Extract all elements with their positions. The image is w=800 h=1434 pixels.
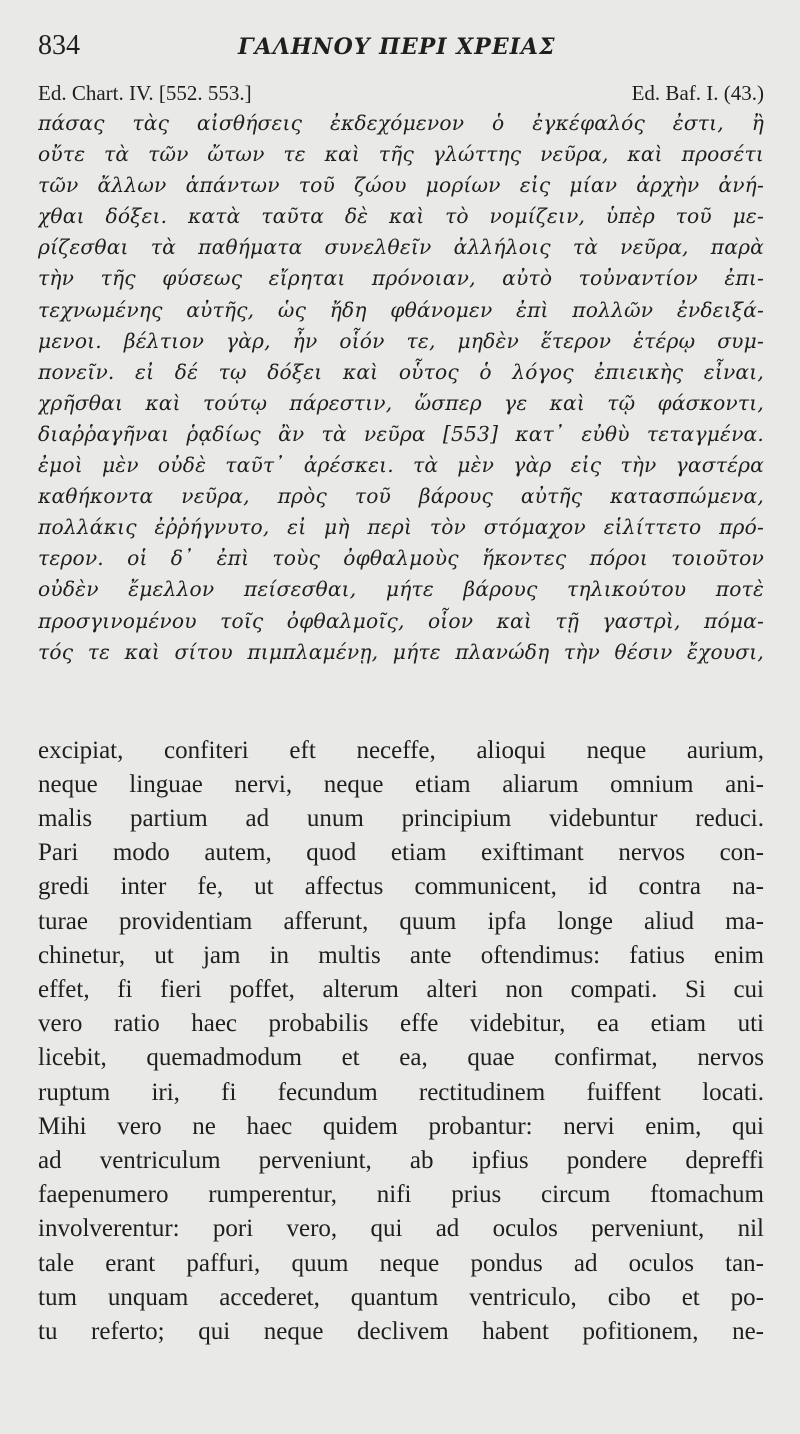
- latin-line: Mihi vero ne haec quidem probantur: nervi enim, qui: [38, 1112, 764, 1140]
- latin-line: malis partium ad unum principium videbuntur reduci.: [38, 805, 764, 833]
- greek-line: τός τε καὶ σίτου πιμπλαμένῃ, μήτε πλανώδη τὴν θέσιν ἔχουσι,: [38, 639, 764, 664]
- latin-line: tu referto; qui neque declivem habent pofitionem, ne-: [38, 1317, 764, 1345]
- page-header: [38, 30, 764, 70]
- latin-line: neque linguae nervi, neque etiam aliarum omnium ani-: [38, 770, 764, 798]
- greek-line: χθαι δόξει. κατὰ ταῦτα δὲ καὶ τὸ νομίζειν, ὑπὲρ τοῦ με-: [38, 204, 764, 229]
- latin-line: vero ratio haec probabilis effe videbitur, ea etiam uti: [38, 1010, 764, 1038]
- latin-line: turae providentiam afferunt, quum ipfa longe aliud ma-: [38, 907, 764, 935]
- edition-reference-line: [38, 78, 764, 108]
- greek-line: τὴν τῆς φύσεως εἴρηται πρόνοιαν, αὐτὸ τοὐναντίον ἐπι-: [38, 266, 764, 291]
- greek-line: τερον. οἱ δ᾽ ἐπὶ τοὺς ὀφθαλμοὺς ἥκοντες πόροι τοιοῦτον: [38, 546, 764, 571]
- latin-line: tale erant paffuri, quum neque pondus ad oculos tan-: [38, 1249, 764, 1277]
- latin-line: licebit, quemadmodum et ea, quae confirmat, nervos: [38, 1044, 764, 1072]
- greek-line: πάσας τὰς αἰσθήσεις ἐκδεχόμενον ὁ ἐγκέφαλός ἐστι, ἢ: [38, 111, 764, 135]
- greek-line: προσγινομένου τοῖς ὀφθαλμοῖς, οἷον καὶ τῇ γαστρὶ, πόμα-: [38, 608, 764, 633]
- latin-line: tum unquam accederet, quantum ventriculo, cibo et po-: [38, 1283, 764, 1311]
- greek-line: διαῤῥαγῆναι ῥᾳδίως ἂν τὰ νεῦρα [553] κατ᾽ εὐθὺ τεταγμένα.: [38, 421, 764, 446]
- greek-line: χρῆσθαι καὶ τούτῳ πάρεστιν, ὥσπερ γε καὶ τῷ φάσκοντι,: [38, 390, 764, 415]
- latin-line: chinetur, ut jam in multis ante oftendimus: fatius enim: [38, 941, 764, 969]
- latin-line: Pari modo autem, quod etiam exiftimant nervos con-: [38, 839, 764, 867]
- greek-text-block: [38, 108, 764, 668]
- latin-line: excipiat, confiteri eft neceffe, alioqui neque aurium,: [38, 736, 764, 764]
- greek-line: καθήκοντα νεῦρα, πρὸς τοῦ βάρους αὐτῆς κατασπώμενα,: [38, 484, 764, 509]
- edition-right: Ed. Baf. I. (43.): [631, 81, 764, 105]
- edition-left: Ed. Chart. IV. [552. 553.]: [38, 81, 252, 105]
- page-number: 834: [38, 30, 80, 61]
- greek-line: πονεῖν. εἰ δέ τῳ δόξει καὶ οὗτος ὁ λόγος ἐπιεικὴς εἶναι,: [38, 359, 764, 384]
- greek-line: οὔτε τὰ τῶν ὤτων τε καὶ τῆς γλώττης νεῦρα, καὶ προσέτι: [38, 142, 764, 167]
- latin-line: gredi inter fe, ut affectus communicent, id contra na-: [38, 873, 764, 901]
- latin-text-block: [38, 734, 764, 1349]
- latin-line: involverentur: pori vero, qui ad oculos perveniunt, nil: [38, 1215, 764, 1243]
- greek-line: μενοι. βέλτιον γὰρ, ἦν οἷόν τε, μηδὲν ἕτερον ἑτέρῳ συμ-: [38, 328, 764, 353]
- greek-line: τῶν ἄλλων ἁπάντων τοῦ ζώου μορίων εἰς μίαν ἀρχὴν ἀνή-: [38, 173, 764, 198]
- latin-line: effet, fi fieri poffet, alterum alteri non compati. Si cui: [38, 976, 764, 1003]
- latin-line: ruptum iri, fi fecundum rectitudinem fuiffent locati.: [38, 1078, 764, 1106]
- running-title: ΓΑΛΗΝΟΥ ΠΕΡΙ ΧΡΕΙΑΣ: [238, 34, 556, 60]
- greek-line: ἐμοὶ μὲν οὐδὲ ταῦτ᾽ ἀρέσκει. τὰ μὲν γὰρ εἰς τὴν γαστέρα: [38, 453, 764, 478]
- greek-line: ρίζεσθαι τὰ παθήματα συνελθεῖν ἀλλήλοις τὰ νεῦρα, παρὰ: [38, 235, 764, 260]
- greek-line: τεχνωμένης αὐτῆς, ὡς ἤδη φθάνομεν ἐπὶ πολλῶν ἐνδειξά-: [38, 297, 764, 322]
- latin-line: ad ventriculum perveniunt, ab ipfius pondere depreffi: [38, 1146, 764, 1174]
- greek-line: πολλάκις ἐῤῥήγνυτο, εἰ μὴ περὶ τὸν στόμαχον εἱλίττετο πρό-: [38, 515, 764, 540]
- latin-line: faepenumero rumperentur, nifi prius circum ftomachum: [38, 1181, 764, 1209]
- greek-line: οὐδὲν ἔμελλον πείσεσθαι, μήτε βάρους τηλικούτου ποτὲ: [38, 577, 764, 602]
